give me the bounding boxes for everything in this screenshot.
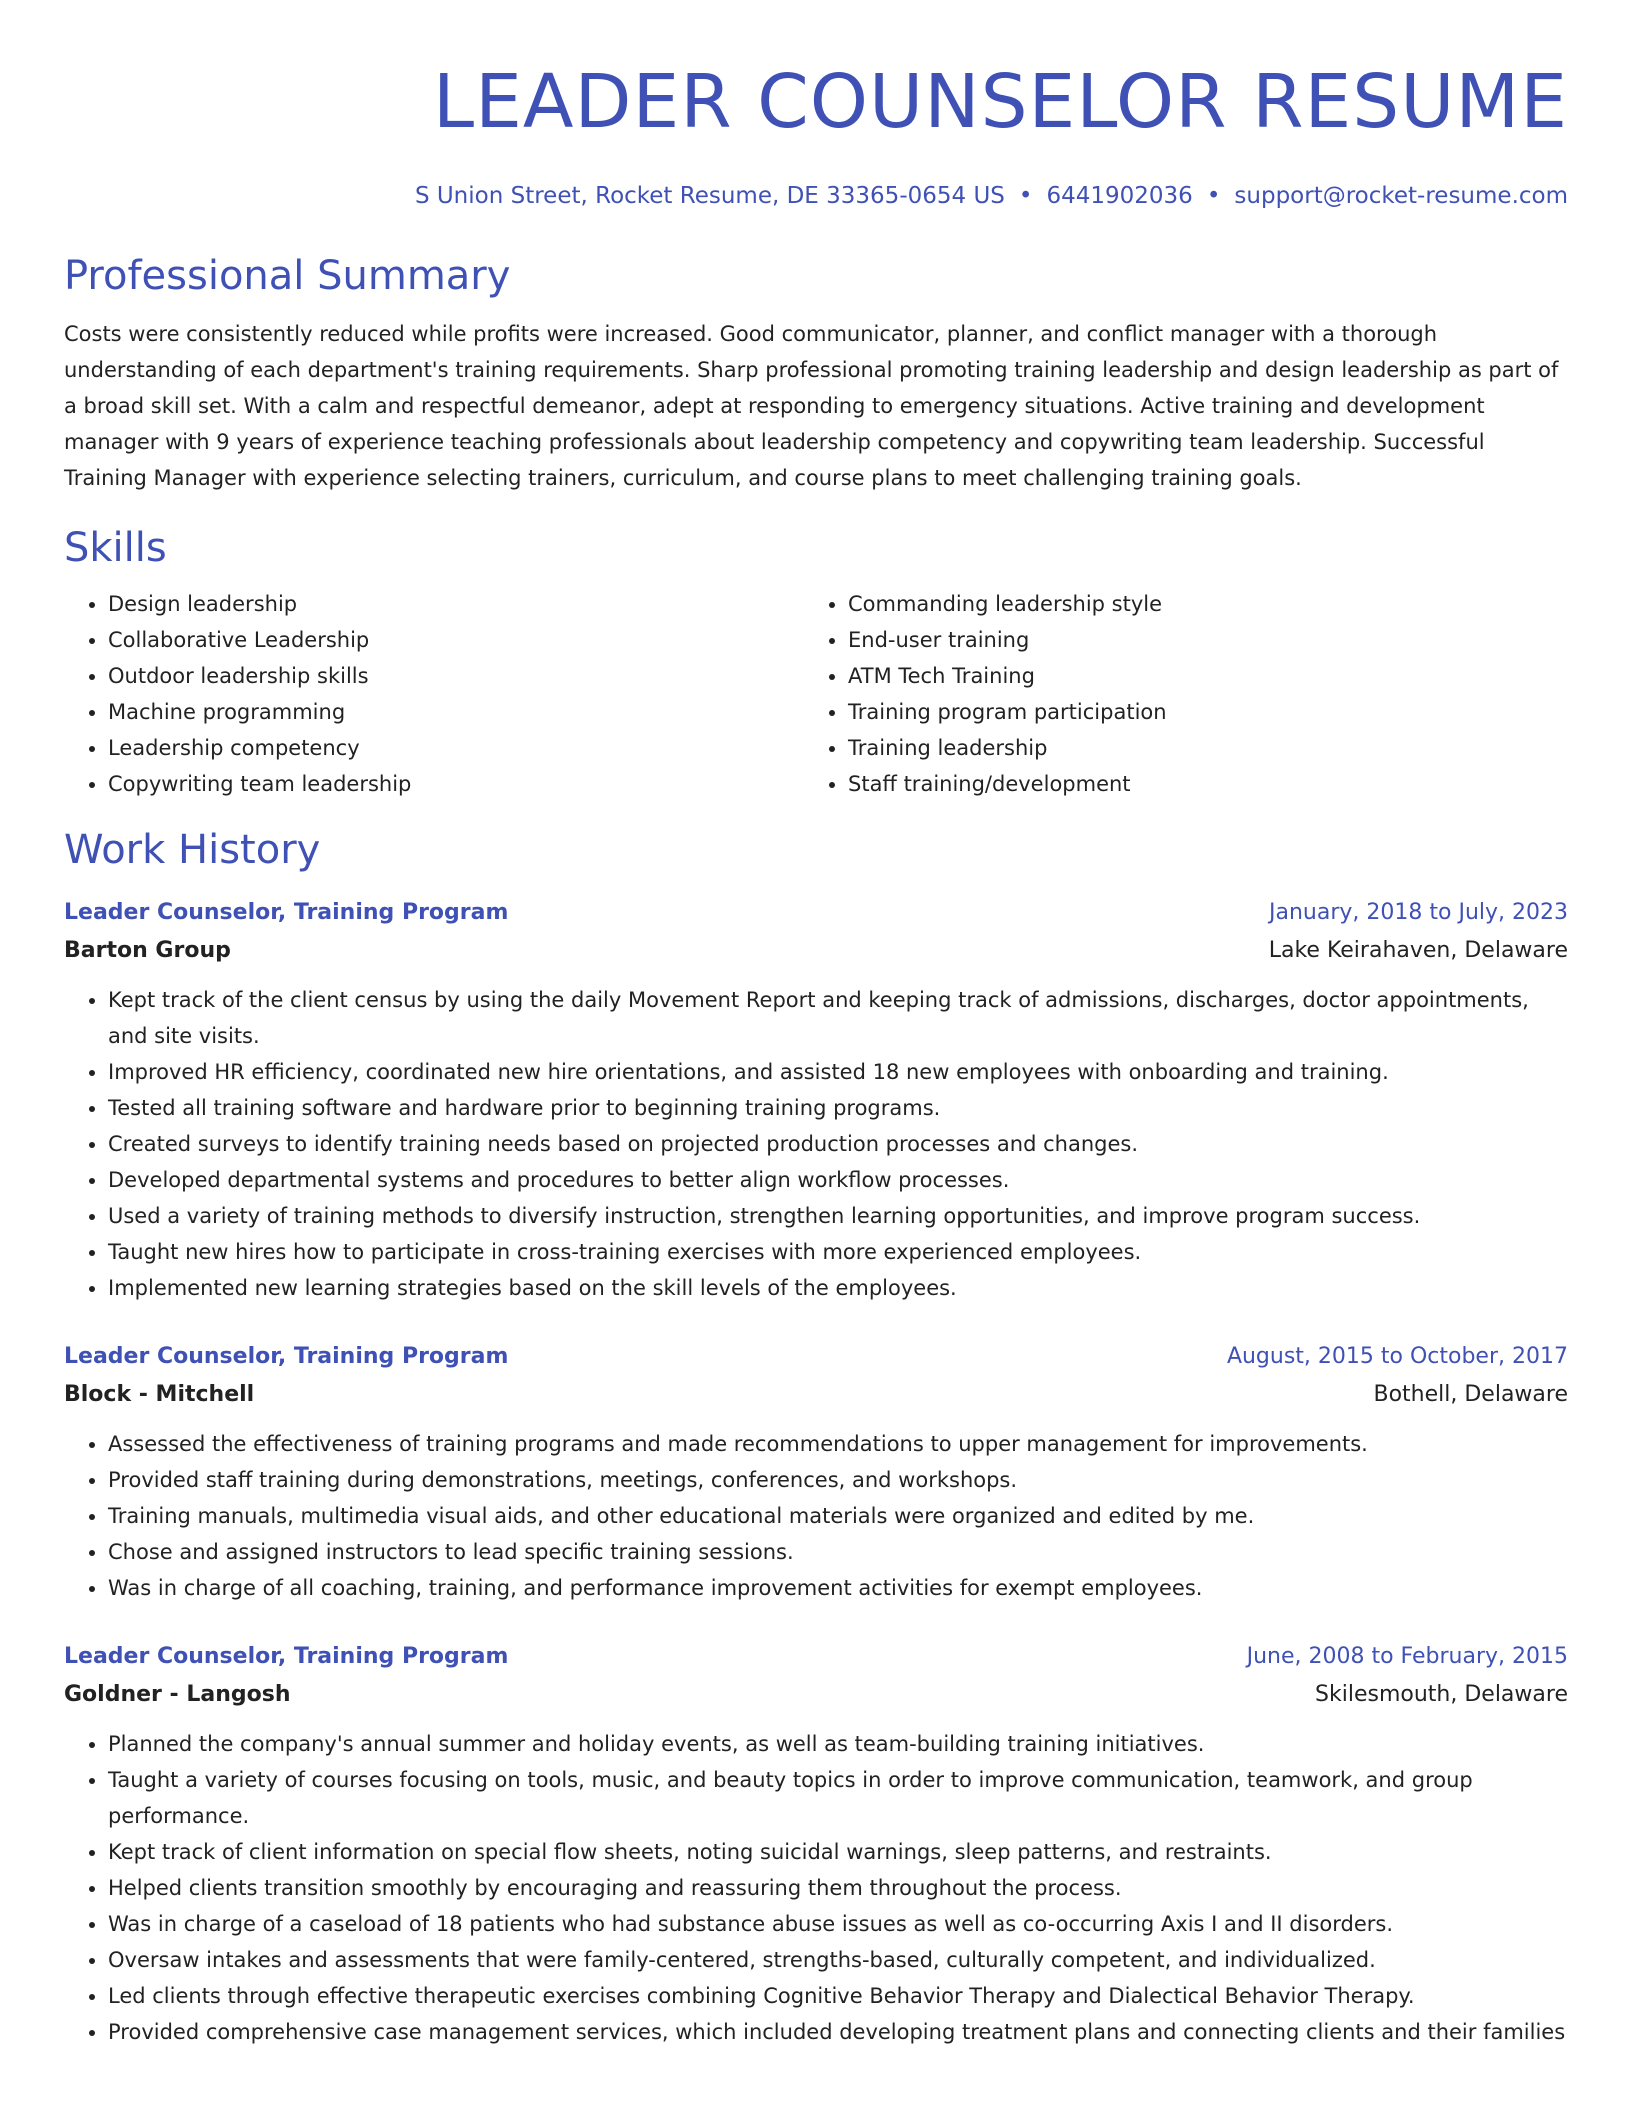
duty-item: • Planned the company's annual summer and holiday events, as well as team-building training initiatives. bbox=[108, 1726, 1568, 1762]
duties-list bbox=[64, 982, 1568, 1306]
skills-list bbox=[64, 586, 1568, 802]
duty-item: • Oversaw intakes and assessments that were family-centered, strengths-based, culturally competent, and individualized. bbox=[108, 1942, 1568, 1978]
job-header-row bbox=[64, 894, 1568, 932]
job-location: Skilesmouth, Delaware bbox=[1315, 1682, 1568, 1707]
job-location: Bothell, Delaware bbox=[1373, 1382, 1568, 1407]
contact-separator: • bbox=[1018, 183, 1033, 209]
duty-item: • Was in charge of a caseload of 18 patients who had substance abuse issues as well as co-occurring Axis I and II disorders. bbox=[108, 1906, 1568, 1942]
job-dates: January, 2018 to July, 2023 bbox=[1269, 900, 1568, 925]
skill-item: • Design leadership bbox=[108, 586, 804, 622]
job-entry bbox=[64, 1338, 1568, 1606]
duty-item: • Used a variety of training methods to diversify instruction, strengthen learning opportunities, and improve program success. bbox=[108, 1198, 1568, 1234]
job-entry bbox=[64, 1638, 1568, 2050]
skills-column-left bbox=[64, 586, 804, 802]
duty-item: • Provided staff training during demonstrations, meetings, conferences, and workshops. bbox=[108, 1462, 1568, 1498]
skill-item: • Staff training/development bbox=[848, 766, 1544, 802]
summary-text: Costs were consistently reduced while profits were increased. Good communicator, planner, and conflict manager with a thorough understanding of each department's training requirements. Sharp professional promoting training leadership and design leadership as part of a broad skill set. With a calm and respectful demeanor, adept at responding to emergency situations. Active training and development manager with 9 years of experience teaching professionals about leadership competency and copywriting team leadership. Successful Training Manager with experience selecting trainers, curriculum, and course plans to meet challenging training goals. bbox=[64, 322, 1559, 490]
address: S Union Street, Rocket Resume, DE 33365-0654 US bbox=[414, 183, 1005, 209]
work-history-heading: Work History bbox=[64, 827, 321, 873]
company-name: Barton Group bbox=[64, 938, 231, 963]
duty-item: • Training manuals, multimedia visual aids, and other educational materials were organized and edited by me. bbox=[108, 1498, 1568, 1534]
job-company-row bbox=[64, 1376, 1568, 1414]
duty-item: • Implemented new learning strategies based on the skill levels of the employees. bbox=[108, 1270, 1568, 1306]
resume-page bbox=[64, 0, 1568, 2050]
job-location: Lake Keirahaven, Delaware bbox=[1268, 938, 1568, 963]
duty-item: • Kept track of the client census by using the daily Movement Report and keeping track of admissions, discharges, doctor appointments, and site visits. bbox=[108, 982, 1568, 1054]
duty-item: • Helped clients transition smoothly by encouraging and reassuring them throughout the process. bbox=[108, 1870, 1568, 1906]
job-header-row bbox=[64, 1638, 1568, 1676]
duty-item: • Was in charge of all coaching, training, and performance improvement activities for exempt employees. bbox=[108, 1570, 1568, 1606]
skill-item: • Machine programming bbox=[108, 694, 804, 730]
skill-item: • Training program participation bbox=[848, 694, 1544, 730]
duty-item: • Taught new hires how to participate in cross-training exercises with more experienced employees. bbox=[108, 1234, 1568, 1270]
duty-item: • Chose and assigned instructors to lead specific training sessions. bbox=[108, 1534, 1568, 1570]
skill-item: • End-user training bbox=[848, 622, 1544, 658]
job-header-row bbox=[64, 1338, 1568, 1376]
duty-item: • Developed departmental systems and procedures to better align workflow processes. bbox=[108, 1162, 1568, 1198]
resume-title: LEADER COUNSELOR RESUME bbox=[432, 59, 1568, 145]
job-entry bbox=[64, 894, 1568, 1306]
skill-item: • Copywriting team leadership bbox=[108, 766, 804, 802]
skill-item: • ATM Tech Training bbox=[848, 658, 1544, 694]
job-dates: August, 2015 to October, 2017 bbox=[1226, 1344, 1568, 1369]
job-title: Leader Counselor, Training Program bbox=[64, 900, 509, 925]
skill-item: • Leadership competency bbox=[108, 730, 804, 766]
contact-line bbox=[64, 180, 1568, 212]
contact-separator: • bbox=[1206, 183, 1221, 209]
phone: 6441902036 bbox=[1046, 183, 1193, 209]
job-title: Leader Counselor, Training Program bbox=[64, 1644, 509, 1669]
duties-list bbox=[64, 1426, 1568, 1606]
company-name: Block - Mitchell bbox=[64, 1382, 255, 1407]
email-link[interactable]: support@rocket-resume.com bbox=[1234, 183, 1568, 209]
duty-item: • Improved HR efficiency, coordinated new hire orientations, and assisted 18 new employees with onboarding and training. bbox=[108, 1054, 1568, 1090]
duty-item: • Kept track of client information on special flow sheets, noting suicidal warnings, sleep patterns, and restraints. bbox=[108, 1834, 1568, 1870]
summary-heading: Professional Summary bbox=[64, 253, 511, 299]
job-dates: June, 2008 to February, 2015 bbox=[1246, 1644, 1568, 1669]
job-title: Leader Counselor, Training Program bbox=[64, 1344, 509, 1369]
skill-item: • Commanding leadership style bbox=[848, 586, 1544, 622]
duty-item: • Led clients through effective therapeutic exercises combining Cognitive Behavior Therapy and Dialectical Behavior Therapy. bbox=[108, 1978, 1568, 2014]
company-name: Goldner - Langosh bbox=[64, 1682, 291, 1707]
duty-item: • Created surveys to identify training needs based on projected production processes and changes. bbox=[108, 1126, 1568, 1162]
duty-item: • Tested all training software and hardware prior to beginning training programs. bbox=[108, 1090, 1568, 1126]
duty-item: • Assessed the effectiveness of training programs and made recommendations to upper management for improvements. bbox=[108, 1426, 1568, 1462]
duty-item: • Taught a variety of courses focusing on tools, music, and beauty topics in order to improve communication, teamwork, and group performance. bbox=[108, 1762, 1568, 1834]
skills-column-right bbox=[804, 586, 1544, 802]
skills-heading: Skills bbox=[64, 525, 167, 571]
job-company-row bbox=[64, 1676, 1568, 1714]
job-company-row bbox=[64, 932, 1568, 970]
skill-item: • Training leadership bbox=[848, 730, 1544, 766]
skill-item: • Collaborative Leadership bbox=[108, 622, 804, 658]
duty-item: • Provided comprehensive case management services, which included developing treatment plans and connecting clients and their families bbox=[108, 2014, 1568, 2050]
skill-item: • Outdoor leadership skills bbox=[108, 658, 804, 694]
duties-list bbox=[64, 1726, 1568, 2050]
